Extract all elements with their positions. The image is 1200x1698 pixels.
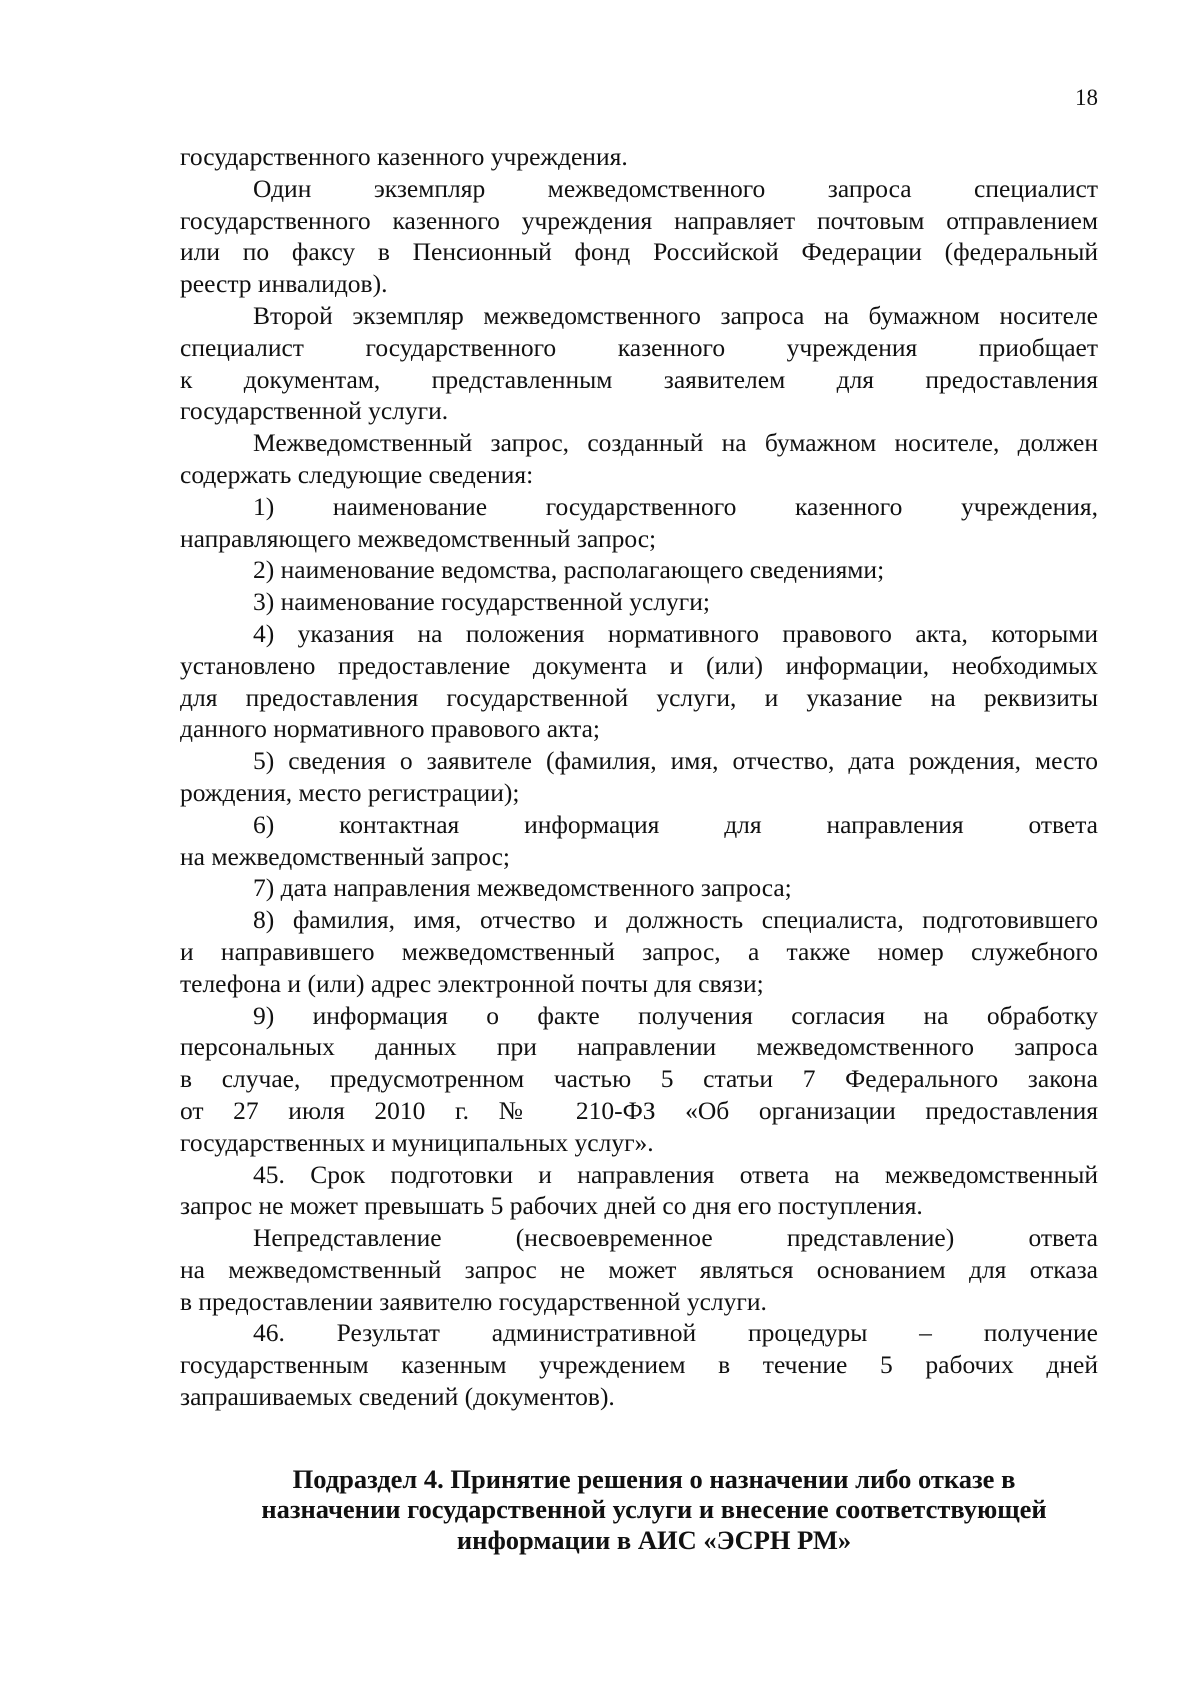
list-item-8 [180,904,1098,999]
paragraph-line: на межведомственный запрос не может являться основанием для отказа [180,1254,1098,1284]
paragraph-request-contents [180,427,1098,491]
paragraph-line: к документам, представленным заявителем для предоставления [180,364,1098,394]
list-item-5 [180,745,1098,809]
paragraph-line: Второй экземпляр межведомственного запроса на бумажном носителе [253,300,1098,330]
paragraph-continuation: государственного казенного учреждения. [180,142,628,171]
paragraph-line: установлено предоставление документа и (или) информации, необходимых [180,650,1098,680]
paragraph-line: и направившего межведомственный запрос, а также номер служебного [180,936,1098,966]
paragraph-line: Непредставление (несвоевременное представление) ответа [253,1223,1098,1253]
paragraph-line: 8) фамилия, имя, отчество и должность специалиста, подготовившего [253,905,1098,935]
heading-line: информации в АИС «ЭСРН РМ» [456,1524,852,1555]
list-item-4 [180,618,1098,745]
paragraph-line: запрос не может превышать 5 рабочих дней со дня его поступления. [180,1191,923,1221]
paragraph-line: в случае, предусмотренном частью 5 статьи 7 Федерального закона [180,1064,1098,1094]
paragraph-line: 46. Результат административной процедуры – получение [253,1318,1098,1348]
paragraph-line: в предоставлении заявителю государственной услуги. [180,1286,767,1316]
document-body [180,141,1098,1555]
paragraph-line: 2) наименование ведомства, располагающего сведениями; [253,555,885,585]
paragraph-line: 5) сведения о заявителе (фамилия, имя, отчество, дата рождения, место [253,746,1098,776]
paragraph-line: от 27 июля 2010 г. № 210-ФЗ «Об организации предоставления [180,1095,1098,1125]
paragraph-line: данного нормативного правового акта; [180,714,600,744]
list-item-7 [180,872,1098,904]
paragraph-line: рождения, место регистрации); [180,777,520,807]
paragraph-line: на межведомственный запрос; [180,841,511,871]
paragraph-line: государственных и муниципальных услуг». [180,1127,654,1157]
heading-line: Подраздел 4. Принятие решения о назначении либо отказе в [292,1463,1016,1494]
paragraph-line: 9) информация о факте получения согласия на обработку [253,1000,1098,1030]
paragraph-first-copy [180,173,1098,300]
paragraph-second-copy [180,300,1098,427]
paragraph-line: Один экземпляр межведомственного запроса специалист [253,173,1098,203]
paragraph-line: персональных данных при направлении межведомственного запроса [180,1032,1098,1062]
list-item-3 [180,586,1098,618]
paragraph-line: 4) указания на положения нормативного правового акта, которыми [253,618,1098,648]
list-item-1 [180,491,1098,555]
paragraph-line: 3) наименование государственной услуги; [253,587,710,617]
paragraph-line: 6) контактная информация для направления ответа [253,809,1098,839]
paragraph-line: содержать следующие сведения: [180,459,534,489]
paragraph-line: 7) дата направления межведомственного запроса; [253,873,792,903]
paragraph-line: реестр инвалидов). [180,269,388,299]
subsection-heading [180,1464,1098,1556]
list-item-6 [180,809,1098,873]
paragraph-line: Межведомственный запрос, созданный на бумажном носителе, должен [253,428,1098,458]
paragraph-line: государственным казенным учреждением в течение 5 рабочих дней [180,1350,1098,1380]
paragraph-line: государственной услуги. [180,396,449,426]
list-item-2 [180,554,1098,586]
paragraph-line: государственного казенного учреждения направляет почтовым отправлением [180,205,1098,235]
heading-line: назначении государственной услуги и внесение соответствующей [261,1494,1047,1525]
paragraph-line: специалист государственного казенного учреждения приобщает [180,332,1098,362]
paragraph-46 [180,1317,1098,1412]
list-item-9 [180,1000,1098,1159]
paragraph-non-response [180,1222,1098,1317]
page-number: 18 [1075,85,1098,110]
paragraph-line: для предоставления государственной услуги, и указание на реквизиты [180,682,1098,712]
paragraph-line: запрашиваемых сведений (документов). [180,1382,615,1412]
paragraph-line: или по факсу в Пенсионный фонд Российской Федерации (федеральный [180,237,1098,267]
paragraph-line: 1) наименование государственного казенного учреждения, [253,491,1098,521]
paragraph-line: направляющего межведомственный запрос; [180,523,657,553]
paragraph-line: телефона и (или) адрес электронной почты для связи; [180,968,764,998]
paragraph-line: 45. Срок подготовки и направления ответа на межведомственный [253,1159,1098,1189]
paragraph-45 [180,1159,1098,1223]
